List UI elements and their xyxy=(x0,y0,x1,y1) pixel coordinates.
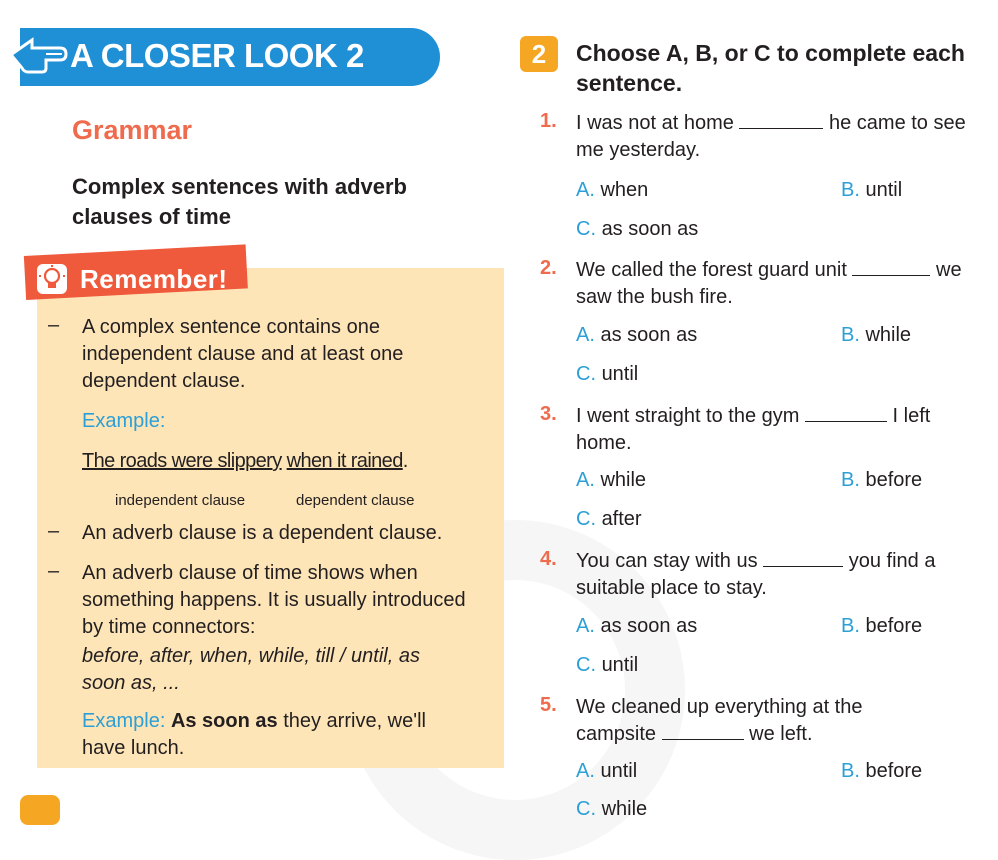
option-c[interactable]: C. until xyxy=(576,654,639,676)
question-text: I was not at home he came to see me yesterday. xyxy=(576,112,966,161)
question-number: 3. xyxy=(540,403,557,425)
option-a[interactable]: A. until xyxy=(576,760,638,782)
option-b[interactable]: B. until xyxy=(841,179,903,201)
bullet-complex-sentence: A complex sentence contains one independent clause and at least one dependent clause. xyxy=(82,316,404,392)
option-a[interactable]: A. when xyxy=(576,179,649,201)
independent-clause-text: The roads were slippery xyxy=(82,450,282,472)
exercise-instruction: Choose A, B, or C to complete each sentence. xyxy=(576,40,965,96)
bullet-dash: – xyxy=(48,314,60,336)
dependent-clause-text: when it rained xyxy=(286,450,403,472)
example-label: Example: xyxy=(82,410,166,432)
option-a[interactable]: A. as soon as xyxy=(576,615,698,637)
answer-blank[interactable] xyxy=(763,550,843,567)
caption-dependent: dependent clause xyxy=(296,492,415,509)
option-c[interactable]: C. after xyxy=(576,508,642,530)
example-2: Example: As soon as they arrive, we'll have lunch. xyxy=(82,710,426,759)
answer-blank[interactable] xyxy=(662,723,744,740)
option-b[interactable]: B. before xyxy=(841,469,923,491)
option-c[interactable]: C. as soon as xyxy=(576,218,699,240)
answer-blank[interactable] xyxy=(852,259,930,276)
question-text: You can stay with us you find a suitable place to stay. xyxy=(576,550,936,599)
time-connectors: before, after, when, while, till / until, as soon as, ... xyxy=(82,645,420,694)
remember-title: Remember! xyxy=(80,264,228,294)
option-b[interactable]: B. while xyxy=(841,324,912,346)
caption-independent: independent clause xyxy=(115,492,246,509)
question-number: 4. xyxy=(540,548,557,570)
question-text: We cleaned up everything at the campsite we left. xyxy=(576,696,863,745)
bullet-dash: – xyxy=(48,520,60,542)
next-exercise-badge xyxy=(20,795,60,825)
question-number: 2. xyxy=(540,257,557,279)
answer-blank[interactable] xyxy=(739,112,823,129)
option-a[interactable]: A. as soon as xyxy=(576,324,698,346)
pointing-hand-icon xyxy=(8,32,68,78)
question-number: 5. xyxy=(540,694,557,716)
bullet-dash: – xyxy=(48,560,60,582)
exercise-number-badge: 2 xyxy=(520,36,558,72)
lightbulb-icon xyxy=(36,263,68,295)
question-text: We called the forest guard unit we saw the bush fire. xyxy=(576,259,962,308)
bullet-adverb-clause: An adverb clause is a dependent clause. xyxy=(82,522,443,544)
question-number: 1. xyxy=(540,110,557,132)
option-a[interactable]: A. while xyxy=(576,469,647,491)
option-b[interactable]: B. before xyxy=(841,760,923,782)
example-sentence: The roads were slippery when it rained. xyxy=(82,450,408,472)
option-c[interactable]: C. while xyxy=(576,798,648,820)
page-title: A CLOSER LOOK 2 xyxy=(70,37,364,74)
option-c[interactable]: C. until xyxy=(576,363,639,385)
question-text: I went straight to the gym I left home. xyxy=(576,405,931,454)
bullet-adverb-time: An adverb clause of time shows when something happens. It is usually introduced by time connectors: xyxy=(82,562,466,638)
topic-subheading: Complex sentences with adverb clauses of time xyxy=(72,174,407,229)
option-b[interactable]: B. before xyxy=(841,615,923,637)
grammar-heading: Grammar xyxy=(72,115,193,145)
answer-blank[interactable] xyxy=(805,405,887,422)
